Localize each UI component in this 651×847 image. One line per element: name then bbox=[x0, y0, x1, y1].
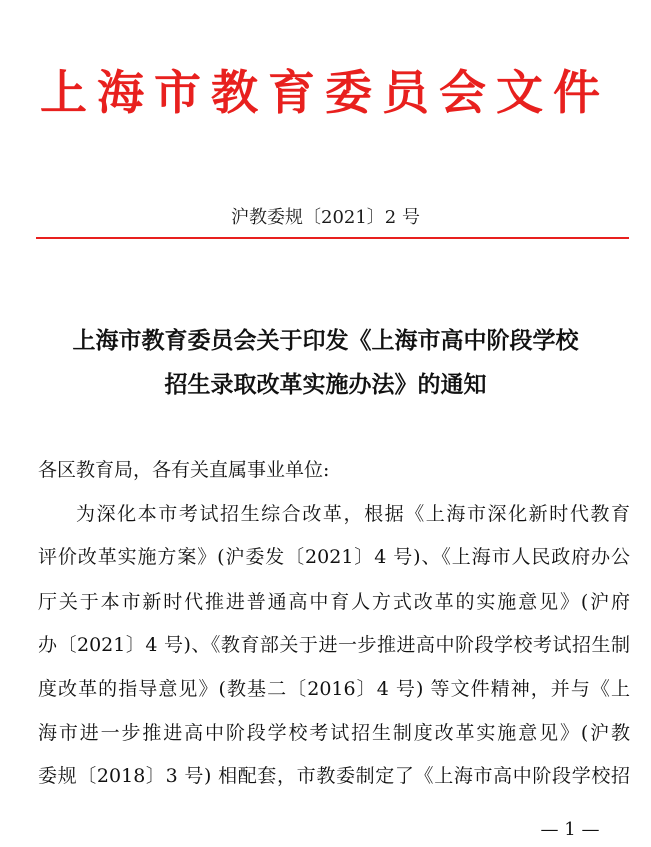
body-line: 委规〔2018〕3 号) 相配套，市教委制定了《上海市高中阶段学校招 bbox=[38, 765, 630, 787]
notice-title-line-1: 上海市教育委员会关于印发《上海市高中阶段学校 bbox=[72, 327, 579, 354]
notice-title-line-2: 招生录取改革实施办法》的通知 bbox=[164, 371, 487, 398]
salutation: 各区教育局，各有关直属事业单位: bbox=[38, 459, 330, 481]
masthead-title: 上海市教育委员会文件 bbox=[40, 66, 610, 121]
body-line: 评价改革实施方案》(沪委发〔2021〕4 号)、《上海市人民政府办公 bbox=[38, 546, 630, 568]
page-number: — 1 — bbox=[540, 819, 600, 840]
body-line: 厅关于本市新时代推进普通高中育人方式改革的实施意见》(沪府 bbox=[38, 591, 630, 613]
document-number: 沪教委规〔2021〕2 号 bbox=[231, 207, 420, 228]
red-divider-line bbox=[36, 237, 629, 239]
body-line: 海市进一步推进高中阶段学校考试招生制度改革实施意见》(沪教 bbox=[38, 722, 630, 744]
body-line: 办〔2021〕4 号)、《教育部关于进一步推进高中阶段学校考试招生制 bbox=[38, 634, 630, 656]
body-line: 度改革的指导意见》(教基二〔2016〕4 号) 等文件精神，并与《上 bbox=[38, 678, 630, 700]
body-line: 为深化本市考试招生综合改革，根据《上海市深化新时代教育 bbox=[76, 503, 630, 525]
